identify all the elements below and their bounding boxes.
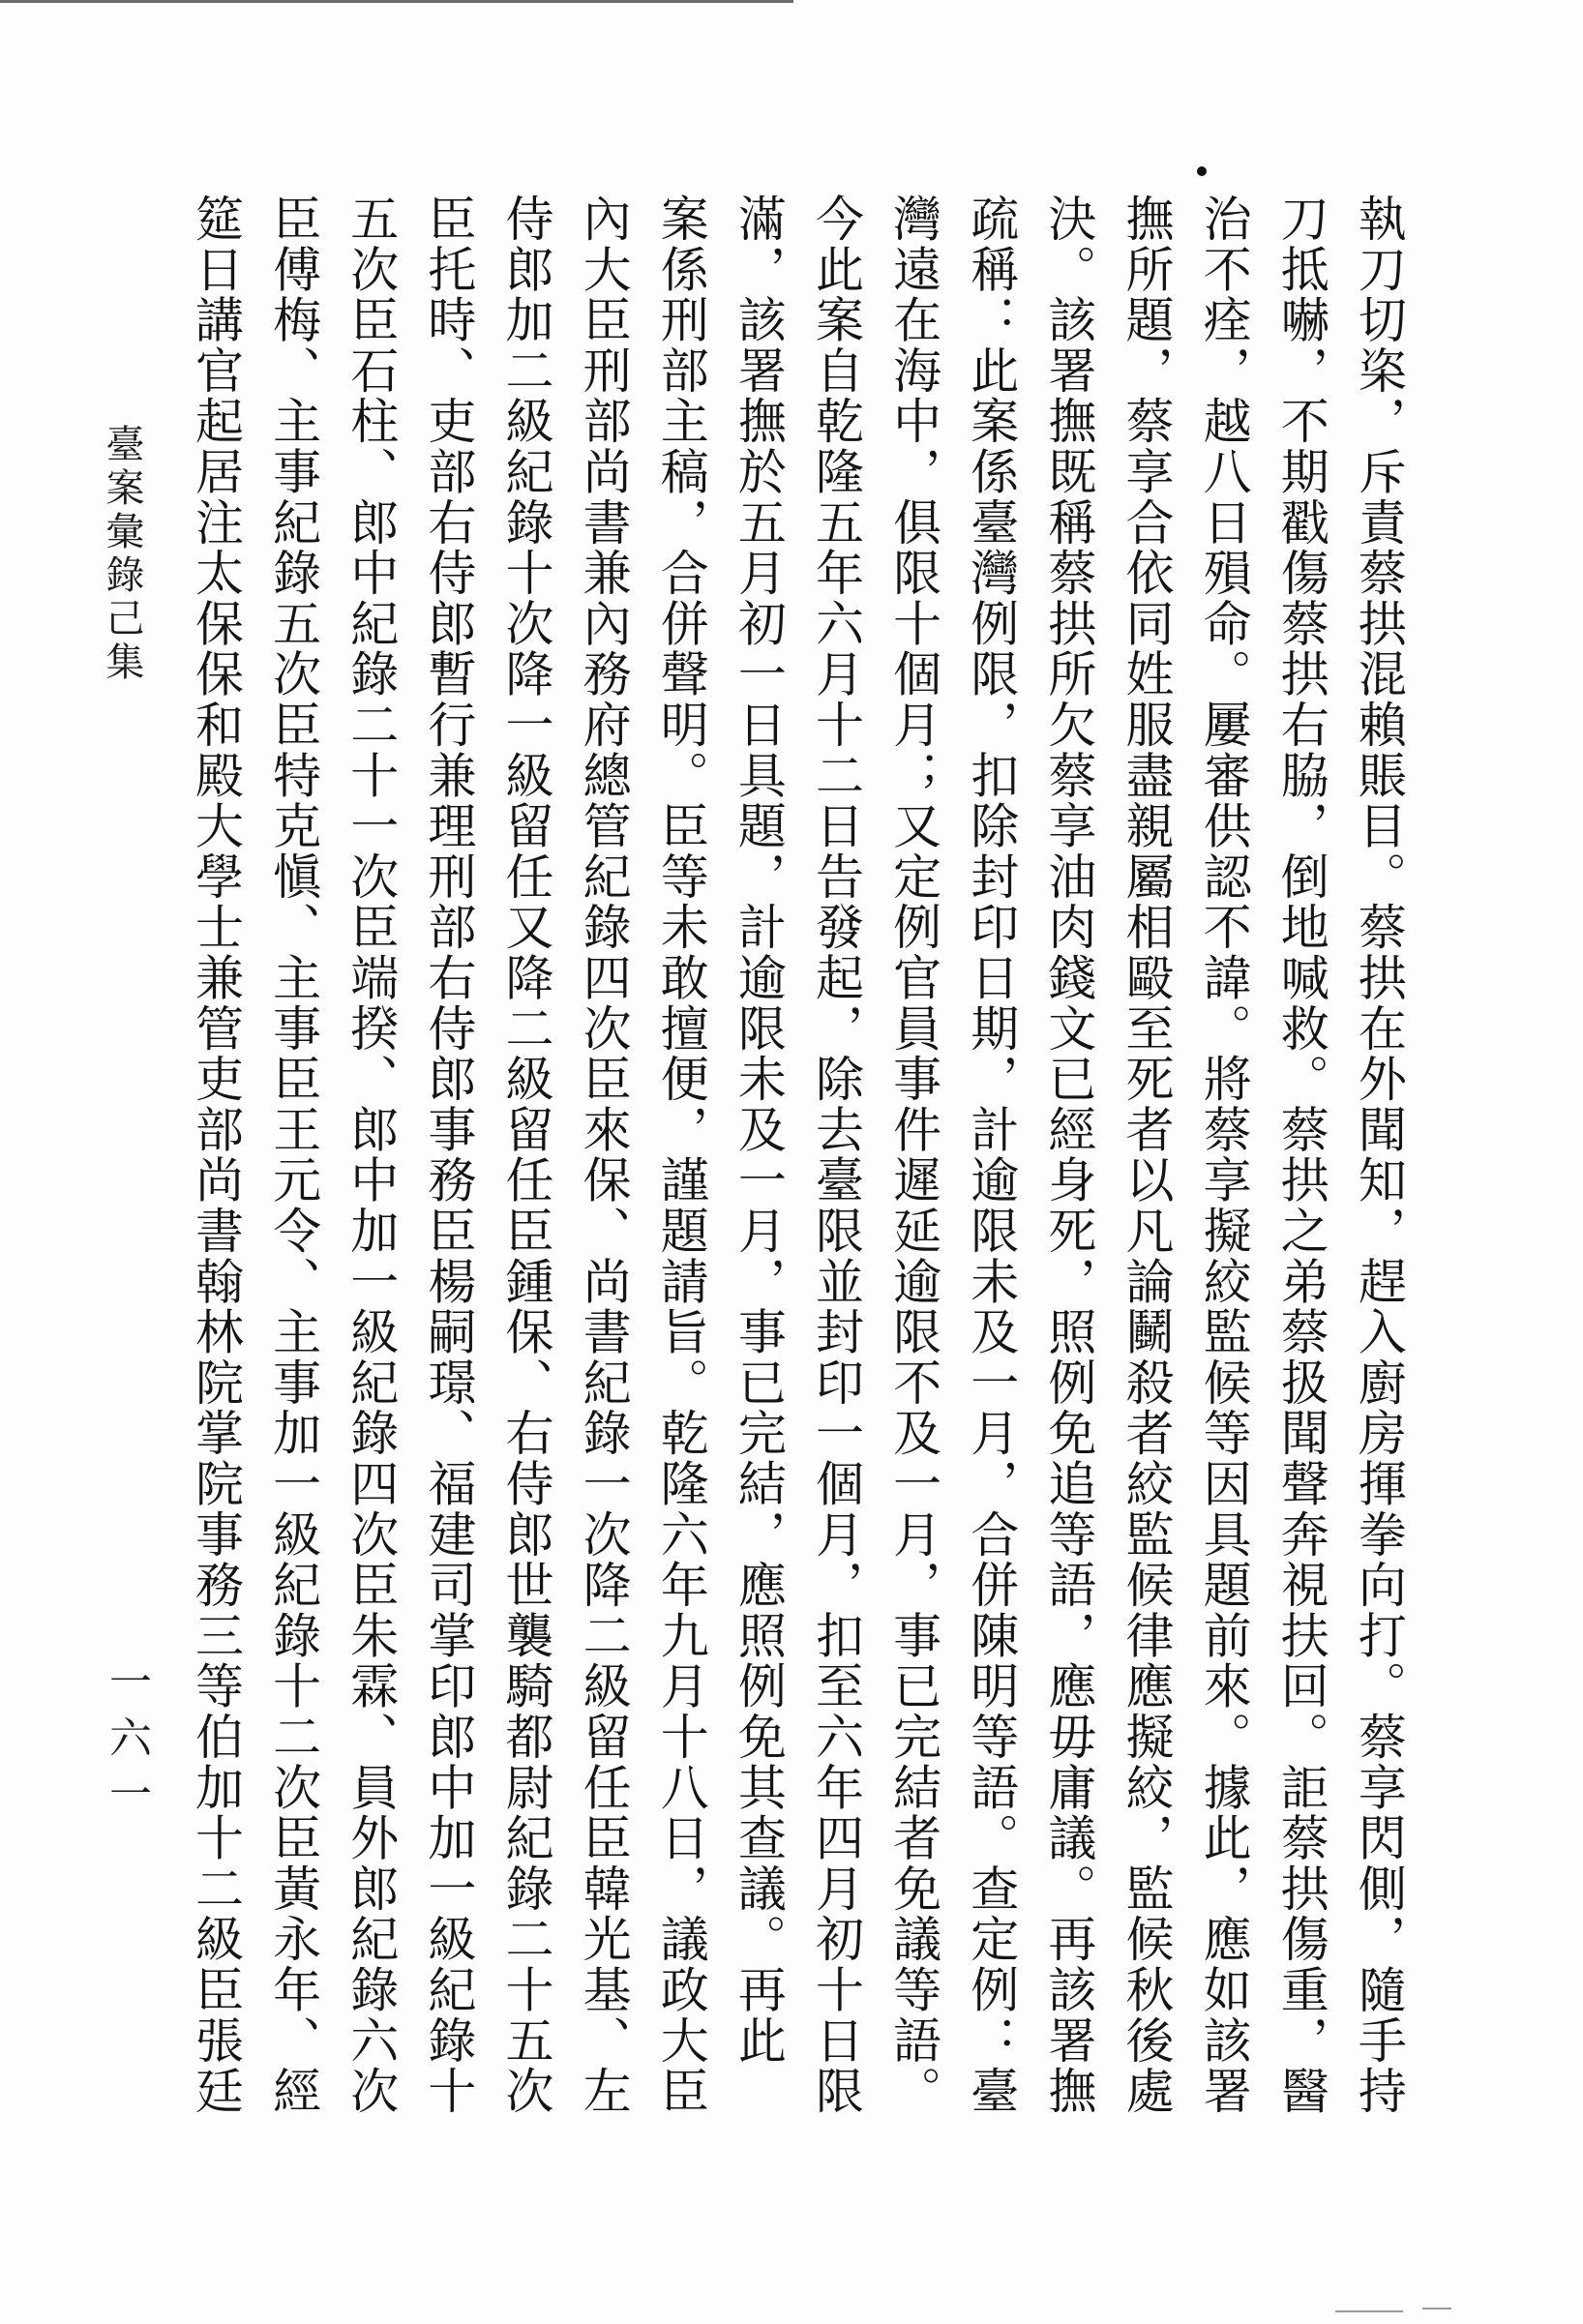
text-column-5: 決。該署撫既稱蔡拱所欠蔡享油肉錢文已經身死，照例免追等語，應毋庸議。再該署撫 [1040, 194, 1097, 2117]
page-number: 一六一 [102, 1659, 151, 1828]
text-column-2: 刀抵嚇，不期戳傷蔡拱右脇，倒地喊救。蔡拱之弟蔡扱聞聲奔視扶回。詎蔡拱傷重，醫 [1272, 194, 1329, 2117]
text-column-6: 疏稱：此案係臺灣例限，扣除封印日期，計逾限未及一月，合併陳明等語。查定例：臺 [963, 194, 1020, 2117]
text-column-10: 案係刑部主稿，合併聲明。臣等未敢擅便，謹題請旨。乾隆六年九月十八日，議政大臣 [652, 194, 709, 2117]
text-column-1: 執刀切栥，斥責蔡拱混賴賬目。蔡拱在外聞知，趕入廚房揮拳向打。蔡享閃側，隨手持 [1350, 194, 1407, 2117]
ink-dot [1197, 166, 1207, 176]
text-column-7: 灣遠在海中，俱限十個月；又定例官員事件遲延逾限不及一月，事已完結者免議等語。 [885, 194, 942, 2117]
text-column-8: 今此案自乾隆五年六月十二日告發起，除去臺限並封印一個月，扣至六年四月初十日限 [808, 194, 864, 2117]
running-head: 臺案彙錄己集 [100, 424, 144, 685]
text-column-11: 內大臣刑部尚書兼內務府總管紀錄四次臣來保、尚書紀錄一次降二級留任臣韓光基、左 [575, 194, 632, 2117]
text-column-15: 臣傅梅、主事紀錄五次臣特克愼、主事臣王元令、主事加一級紀錄十二次臣黃永年、經 [265, 194, 322, 2117]
text-column-12: 侍郎加二級紀錄十次降一級留任又降二級留任臣鍾保、右侍郎世襲騎都尉紀錄二十五次 [497, 194, 554, 2117]
body-text [187, 194, 1408, 2177]
scan-speck [1422, 2308, 1451, 2309]
text-column-3: 治不痊，越八日殞命。屢審供認不諱。將蔡享擬絞監候等因具題前來。據此，應如該署 [1195, 194, 1252, 2117]
top-rule [0, 0, 793, 3]
text-column-14: 五次臣石柱、郎中紀錄二十一次臣端揆、郎中加一級紀錄四次臣朱霖、員外郎紀錄六次 [343, 194, 400, 2117]
text-column-4: 撫所題，蔡享合依同姓服盡親屬相毆至死者以凡論鬭殺者絞監候律應擬絞，監候秋後處 [1118, 194, 1175, 2117]
text-column-13: 臣托時、吏部右侍郎暫行兼理刑部右侍郎事務臣楊嗣璟、福建司掌印郎中加一級紀錄十 [420, 194, 477, 2117]
text-column-9: 滿，該署撫於五月初一日具題，計逾限未及一月，事已完結，應照例免其查議。再此 [730, 194, 787, 2067]
scan-speck [1335, 2310, 1403, 2312]
text-column-16: 筵日講官起居注太保保和殿大學士兼管吏部尚書翰林院掌院事務三等伯加十二級臣張廷 [188, 194, 244, 2117]
